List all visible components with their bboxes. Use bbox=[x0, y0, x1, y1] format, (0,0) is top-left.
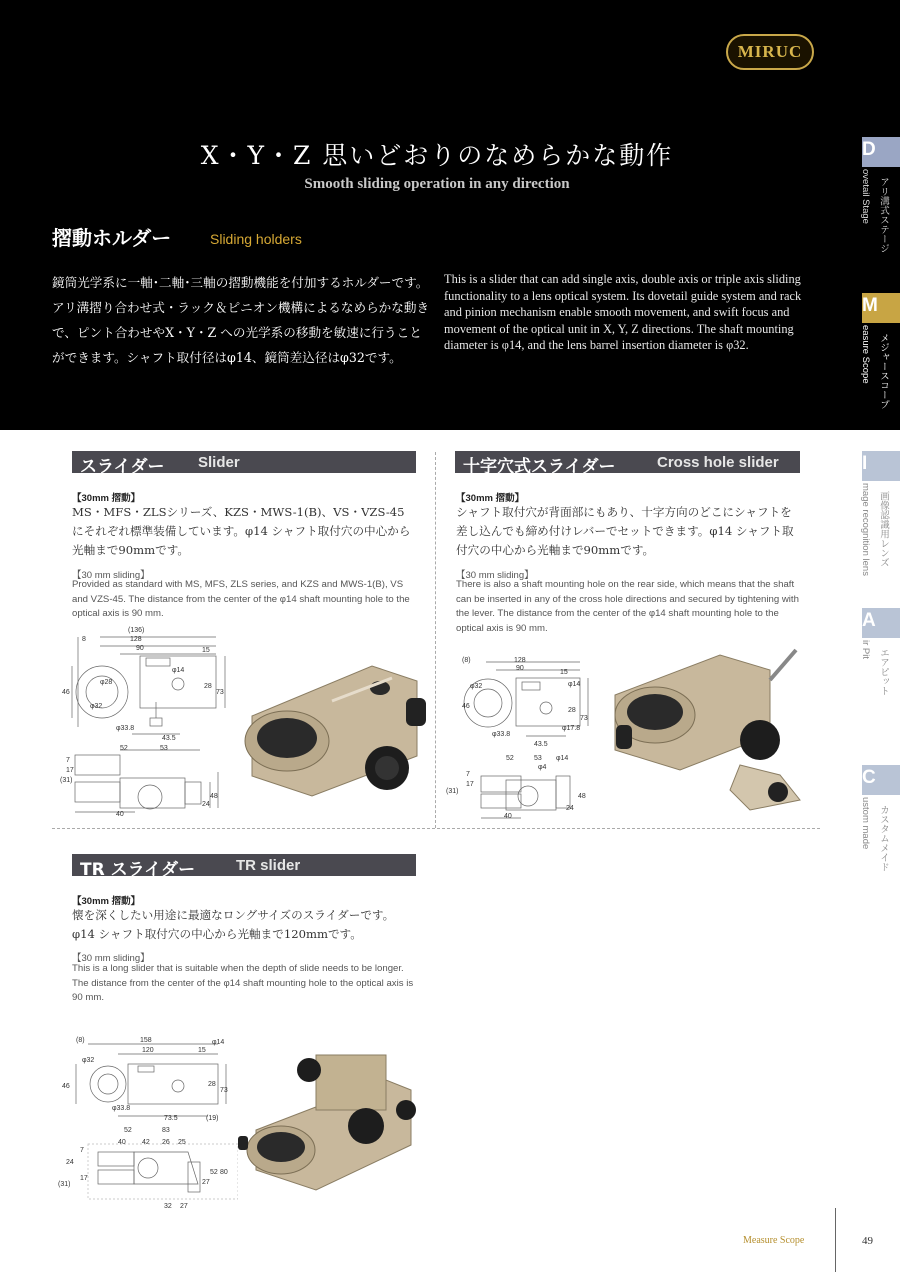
tab-label-jp: メジャースコープ bbox=[878, 333, 889, 409]
subheadline: Smooth sliding operation in any direction bbox=[304, 176, 570, 192]
dim-label: 52 bbox=[120, 745, 128, 752]
dim-label: φ33.8 bbox=[112, 1105, 131, 1112]
cross-hole-dimension-drawing bbox=[446, 648, 596, 823]
dim-label: 73 bbox=[580, 715, 588, 722]
tab-label-jp: エアピット bbox=[878, 648, 889, 696]
dim-label: φ14 bbox=[212, 1039, 225, 1046]
footer-divider bbox=[835, 1208, 836, 1272]
hero-body-en: This is a slider that can add single axis, double axis or triple axis sliding functionality to a lens optical system. Its dovetail guide system and rack and pinion mechanism enable smooth movement, and swift focus and movement of the optical unit in X, Y, Z directions. The shaft mounting diameter is φ14, and the lens barrel insertion diameter is φ32. bbox=[444, 272, 802, 352]
dim-label: 128 bbox=[514, 657, 526, 664]
tab-letter: A bbox=[862, 610, 876, 631]
column-divider bbox=[435, 452, 436, 828]
dim-label: 46 bbox=[62, 1083, 70, 1090]
dim-label: (8) bbox=[76, 1037, 85, 1044]
dim-label: φ32 bbox=[82, 1057, 95, 1064]
dim-label: 43.5 bbox=[534, 741, 548, 748]
dim-label: 7 bbox=[66, 757, 70, 764]
slide-tag-jp: 【30mm 摺動】 bbox=[72, 896, 141, 907]
dim-label: 24 bbox=[566, 805, 574, 812]
dim-label: 46 bbox=[462, 703, 470, 710]
dim-label: 52 bbox=[210, 1169, 218, 1176]
tab-air-pit[interactable] bbox=[862, 608, 900, 738]
slide-tag-en: 【30 mm sliding】 bbox=[72, 953, 150, 964]
dim-label: (8) bbox=[462, 657, 471, 664]
dim-label: 17 bbox=[66, 767, 74, 774]
dim-label: φ32 bbox=[90, 703, 103, 710]
tab-label-jp: アリ溝式ステージ bbox=[878, 177, 889, 253]
dim-label: 52 bbox=[506, 755, 514, 762]
tab-letter: C bbox=[862, 767, 876, 788]
dim-label: φ4 bbox=[538, 764, 547, 771]
slider-dimension-drawing bbox=[60, 622, 230, 822]
slider-photo bbox=[232, 646, 432, 816]
dim-label: 17 bbox=[466, 781, 474, 788]
dim-label: 90 bbox=[516, 665, 524, 672]
dim-label: 32 bbox=[164, 1203, 172, 1210]
dim-label: 15 bbox=[560, 669, 568, 676]
dim-label: 48 bbox=[578, 793, 586, 800]
dim-label: 43.5 bbox=[162, 735, 176, 742]
product-title-en: TR slider bbox=[236, 857, 301, 874]
dim-label: 90 bbox=[136, 645, 144, 652]
dim-label: φ28 bbox=[100, 679, 113, 686]
dim-label: φ32 bbox=[470, 683, 483, 690]
tab-label-en: easure Scope bbox=[860, 325, 871, 384]
tab-letter: M bbox=[862, 295, 878, 316]
tab-measure-scope[interactable] bbox=[862, 293, 900, 423]
dim-label: 28 bbox=[568, 707, 576, 714]
dim-label: 40 bbox=[116, 811, 124, 818]
product-desc-en: This is a long slider that is suitable when the depth of slide needs to be longer. The distance from the center of the φ14 shaft mounting hole to the optical axis is 90 mm. bbox=[72, 963, 414, 1003]
slide-tag-en: 【30 mm sliding】 bbox=[72, 570, 150, 581]
tab-image-recognition-lens[interactable] bbox=[862, 451, 900, 581]
product-title-jp: スライダー bbox=[80, 457, 165, 477]
dim-label: 158 bbox=[140, 1037, 152, 1044]
product-desc-jp: 懐を深くしたい用途に最適なロングサイズのスライダーです。φ14 シャフト取付穴の中心から光軸まで120mmです。 bbox=[72, 908, 395, 941]
dim-label: φ33.8 bbox=[492, 731, 511, 738]
dim-label: 27 bbox=[180, 1203, 188, 1210]
tab-label-jp: 画像認識用レンズ bbox=[878, 491, 889, 567]
row-divider bbox=[52, 828, 820, 829]
dim-label: 24 bbox=[66, 1159, 74, 1166]
dim-label: 24 bbox=[202, 801, 210, 808]
dim-label: (136) bbox=[128, 627, 145, 634]
product-header-tr-slider bbox=[72, 854, 416, 880]
dim-label: 73 bbox=[216, 689, 224, 696]
dim-label: 7 bbox=[80, 1147, 84, 1154]
headline: X・Y・Z 思いどおりのなめらかな動作 bbox=[200, 141, 674, 170]
dim-label: (31) bbox=[60, 777, 73, 784]
product-desc-jp: シャフト取付穴が背面部にもあり、十字方向のどこにシャフトを差し込んでも締め付けレバーでセットできます。φ14 シャフト取付穴の中心から光軸まで90mmです。 bbox=[456, 505, 794, 557]
product-desc-en: Provided as standard with MS, MFS, ZLS series, and KZS and MWS-1(B), VS and VZS-45. The distance from the center of the φ14 shaft mounting hole to the optical axis is 90 mm. bbox=[72, 579, 410, 619]
miruc-logo bbox=[726, 34, 814, 70]
tab-label-en: ovetail Stage bbox=[860, 169, 871, 224]
dim-label: 27 bbox=[202, 1179, 210, 1186]
product-title-jp: TR スライダー bbox=[80, 860, 196, 880]
tab-custom-made[interactable] bbox=[862, 765, 900, 895]
page-number: 49 bbox=[862, 1235, 873, 1247]
dim-label: φ17.8 bbox=[562, 725, 581, 732]
dim-label: 40 bbox=[504, 813, 512, 820]
dim-label: 8 bbox=[82, 636, 86, 643]
dim-label: 15 bbox=[202, 647, 210, 654]
dim-label: 25 bbox=[178, 1139, 186, 1146]
section-title-en: Sliding holders bbox=[210, 231, 302, 247]
dim-label: 28 bbox=[204, 683, 212, 690]
tab-label-jp: カスタムメイド bbox=[878, 805, 889, 872]
dim-label: φ14 bbox=[556, 755, 569, 762]
dim-label: 53 bbox=[160, 745, 168, 752]
product-desc-en: There is also a shaft mounting hole on the rear side, which means that the shaft can be inserted in any of the cross hole directions and secured by tightening with the lever. The distance from the center of the φ14 shaft mounting hole to the optical axis is 90 mm. bbox=[456, 579, 799, 634]
tab-letter: D bbox=[862, 139, 876, 160]
dim-label: φ14 bbox=[172, 667, 185, 674]
dim-label: 26 bbox=[162, 1139, 170, 1146]
tr-slider-photo bbox=[236, 1050, 426, 1200]
dim-label: 42 bbox=[142, 1139, 150, 1146]
cross-hole-photo bbox=[600, 640, 810, 820]
dim-label: 53 bbox=[534, 755, 542, 762]
tr-slider-dimension-drawing bbox=[58, 1034, 238, 1214]
dim-label: 40 bbox=[118, 1139, 126, 1146]
dim-label: 46 bbox=[62, 689, 70, 696]
tab-label-en: ustom made bbox=[860, 797, 871, 850]
tab-letter: I bbox=[862, 453, 868, 474]
dim-label: φ33.8 bbox=[116, 725, 135, 732]
tab-dovetail-stage[interactable] bbox=[862, 137, 900, 267]
tab-label-en: ir Pit bbox=[860, 640, 871, 659]
product-header-cross-hole bbox=[455, 451, 800, 477]
slide-tag-jp: 【30mm 摺動】 bbox=[72, 493, 141, 504]
product-title-en: Cross hole slider bbox=[657, 454, 779, 471]
dim-label: (19) bbox=[206, 1115, 219, 1122]
slide-tag-en: 【30 mm sliding】 bbox=[456, 570, 534, 581]
product-header-slider bbox=[72, 451, 416, 477]
dim-label: 28 bbox=[208, 1081, 216, 1088]
dim-label: φ14 bbox=[568, 681, 581, 688]
dim-label: 7 bbox=[466, 771, 470, 778]
dim-label: 73.5 bbox=[164, 1115, 178, 1122]
dim-label: (31) bbox=[446, 788, 459, 795]
hero-body-jp: 鏡筒光学系に一軸･二軸･三軸の摺動機能を付加するホルダーです。アリ溝摺り合わせ式・ラック＆ピニオン機構によるなめらかな動きで、ピント合わせやX・Y・Z への光学系の移動を敏速に行うことができます。シャフト取付径はφ14、鏡筒差込径はφ32です。 bbox=[52, 275, 430, 365]
product-title-en: Slider bbox=[198, 454, 240, 471]
footer-section-label: Measure Scope bbox=[743, 1235, 805, 1246]
section-title-jp: 摺動ホルダー bbox=[52, 226, 172, 250]
dim-label: 128 bbox=[130, 636, 142, 643]
logo-text: MIRUC bbox=[737, 42, 803, 61]
dim-label: 52 bbox=[124, 1127, 132, 1134]
dim-label: 120 bbox=[142, 1047, 154, 1054]
hero-banner bbox=[0, 0, 900, 430]
dim-label: 48 bbox=[210, 793, 218, 800]
dim-label: (31) bbox=[58, 1181, 71, 1188]
dim-label: 17 bbox=[80, 1175, 88, 1182]
tab-label-en: mage recognition lens bbox=[860, 483, 871, 576]
dim-label: 80 bbox=[220, 1169, 228, 1176]
product-desc-jp: MS・MFS・ZLSシリーズ、KZS・MWS-1(B)、VS・VZS-45 にそれぞれ標準装備しています。φ14 シャフト取付穴の中心から光軸まで90mmです。 bbox=[72, 505, 411, 557]
dim-label: 15 bbox=[198, 1047, 206, 1054]
dim-label: 73 bbox=[220, 1087, 228, 1094]
slide-tag-jp: 【30mm 摺動】 bbox=[456, 493, 525, 504]
product-title-jp: 十字穴式スライダー bbox=[463, 457, 616, 477]
dim-label: 83 bbox=[162, 1127, 170, 1134]
